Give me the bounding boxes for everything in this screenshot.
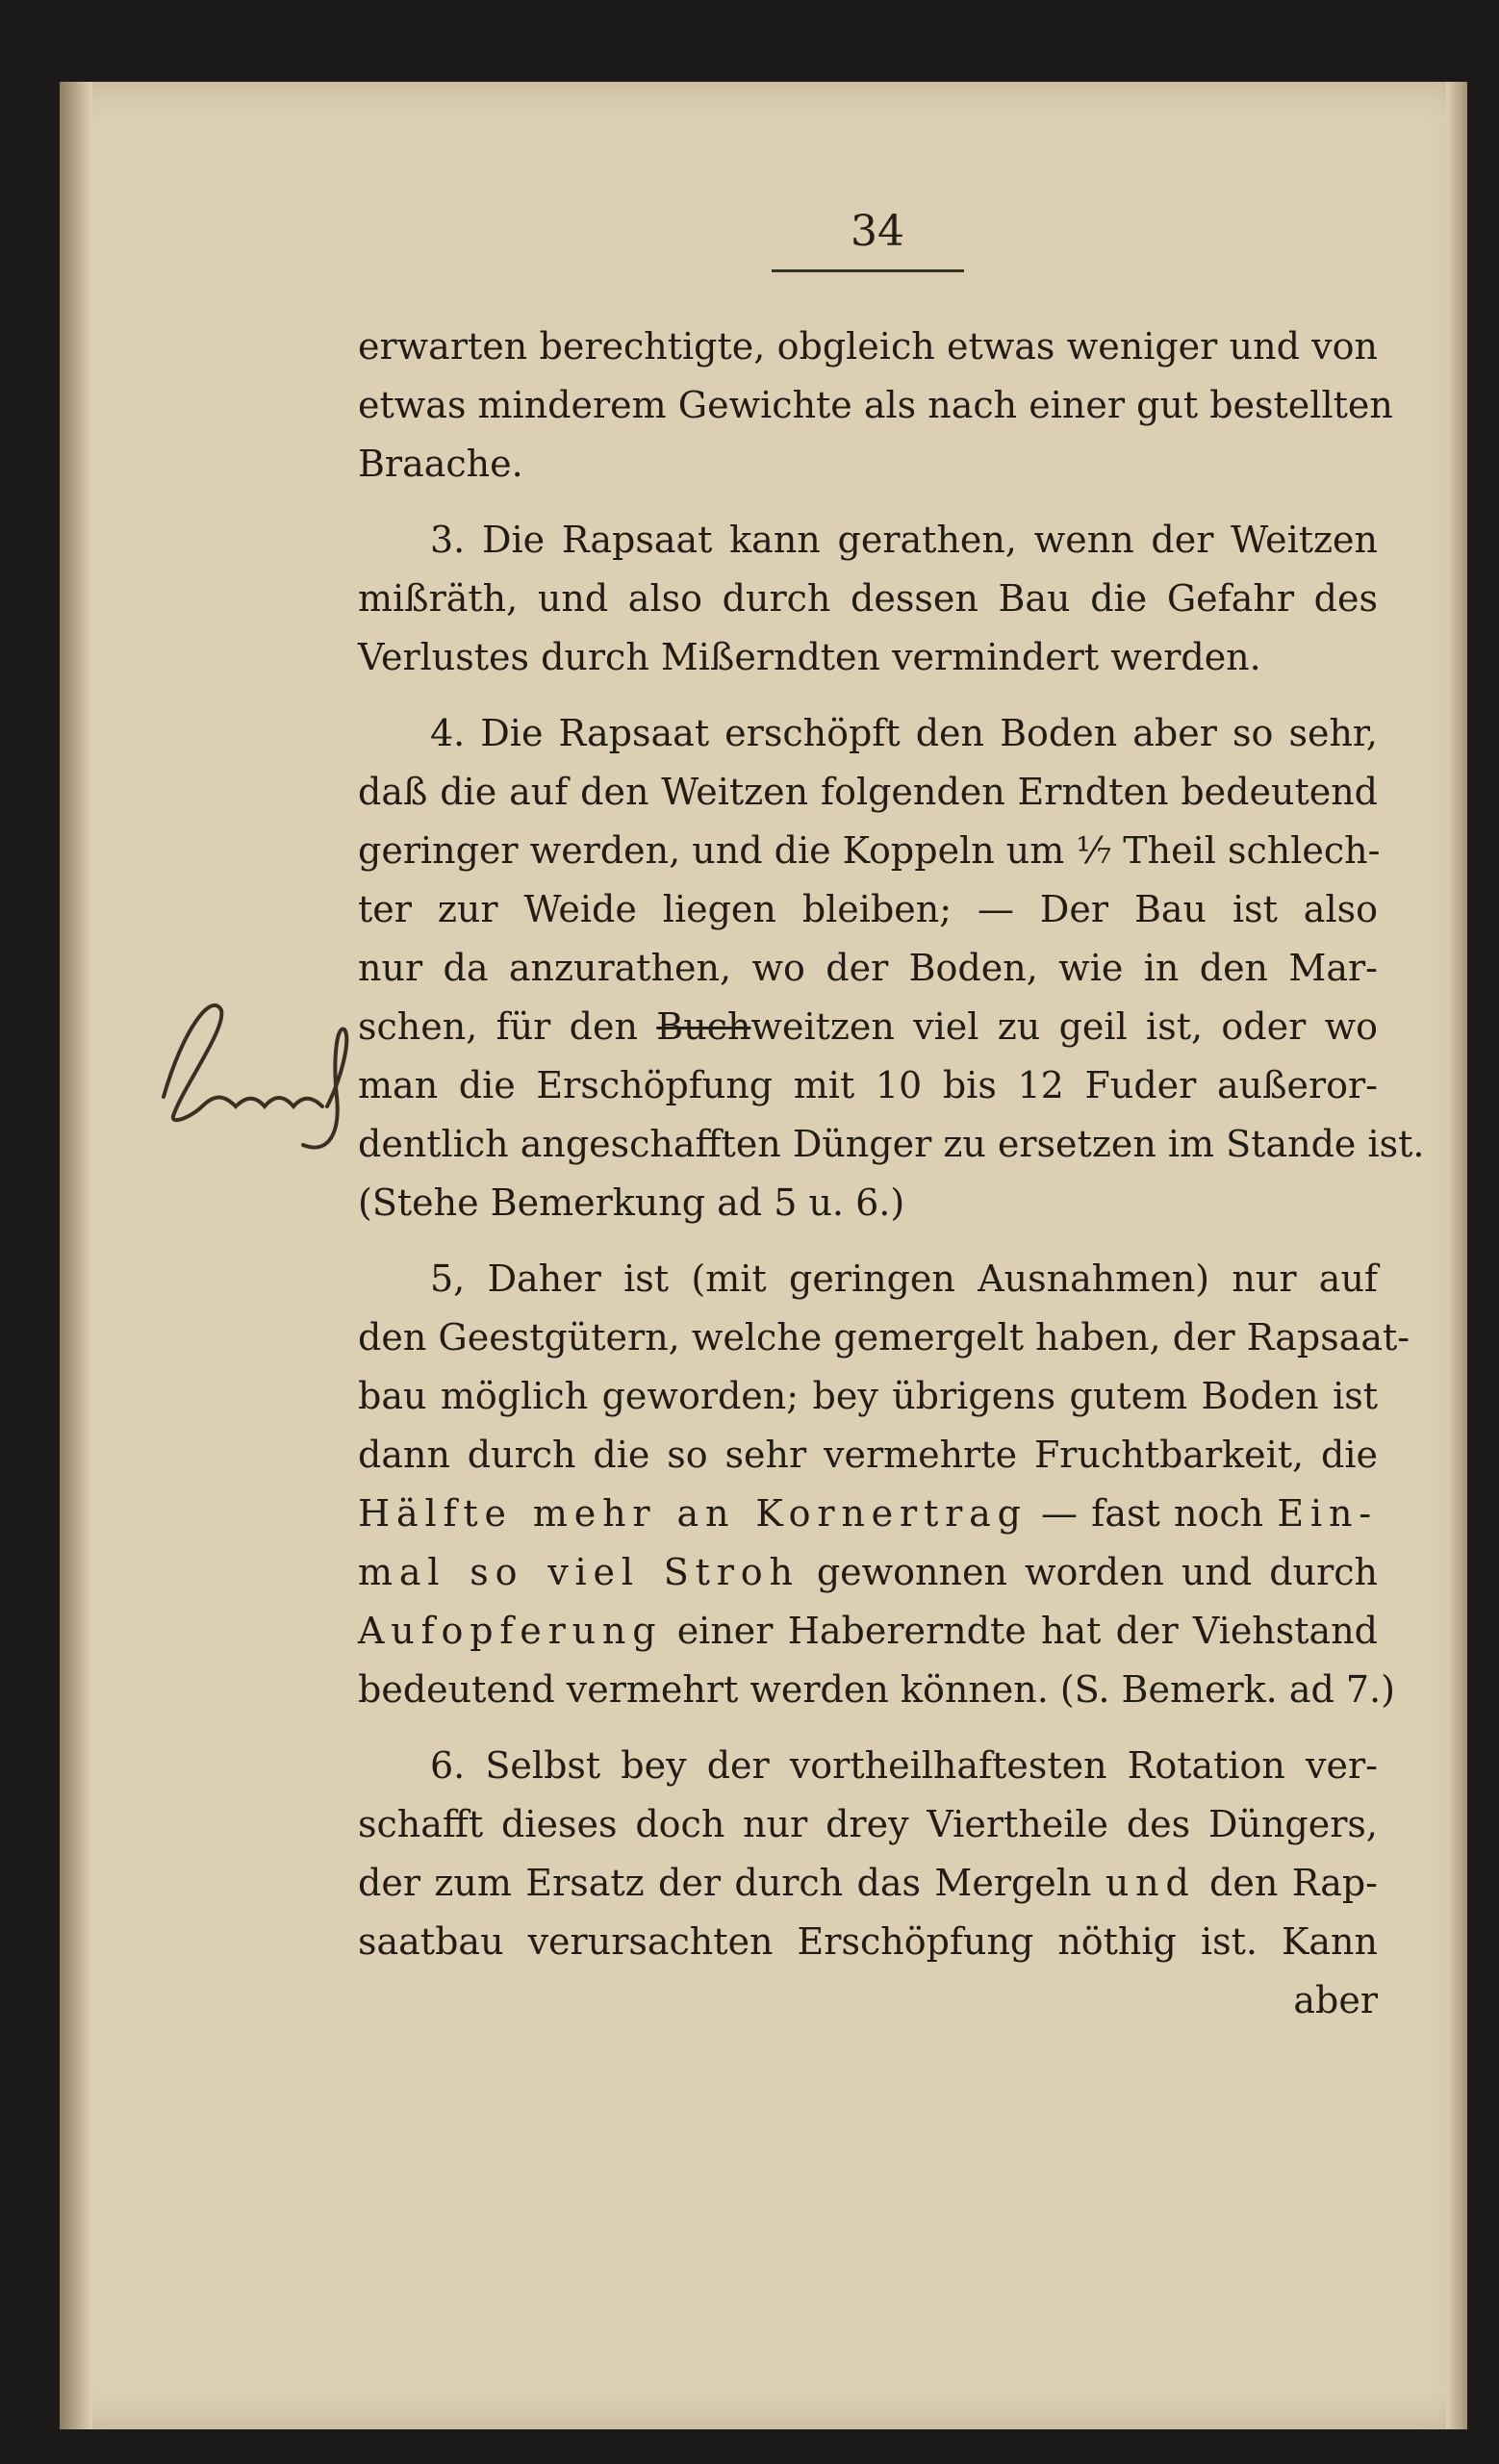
text-line: saatbau verursachten Erschöpfung nöthig ist. Kann	[358, 1920, 1378, 1963]
spaced-emphasis: Ein-	[1277, 1492, 1378, 1535]
spaced-emphasis: mal so viel Stroh	[358, 1551, 800, 1593]
struck-word: Buch	[656, 1005, 751, 1048]
text-line: den Geestgütern, welche gemergelt haben, der Rapsaat-	[358, 1316, 1410, 1359]
spaced-emphasis: Aufopferung	[358, 1610, 663, 1652]
text-line: bedeutend vermehrt werden können. (S. Bemerk. ad 7.)	[358, 1668, 1395, 1711]
paragraph-4	[358, 704, 1425, 1232]
text-line: 3. Die Rapsaat kann gerathen, wenn der Weitzen	[430, 519, 1378, 561]
text-line: schafft dieses doch nur drey Viertheile des Düngers,	[358, 1803, 1378, 1845]
text-line	[358, 1602, 1378, 1661]
text-line: (Stehe Bemerkung ad 5 u. 6.)	[358, 1181, 905, 1224]
text-line	[358, 1485, 1378, 1543]
text-line: 4. Die Rapsaat erschöpft den Boden aber so sehr,	[430, 712, 1378, 754]
text-fragment: den Rap-	[1195, 1862, 1379, 1904]
text-line: Verlustes durch Mißerndten vermindert werden.	[358, 636, 1261, 678]
paragraph-5	[358, 1250, 1410, 1719]
spaced-emphasis: Hälfte mehr an Kornertrag	[358, 1492, 1028, 1535]
text-fragment: weitzen viel zu geil ist, oder wo	[750, 1005, 1378, 1048]
paragraph-continuation	[358, 318, 1393, 494]
page-number-rule	[772, 269, 964, 272]
text-line: daß die auf den Weitzen folgenden Erndten bedeutend	[358, 771, 1378, 813]
text-line: ter zur Weide liegen bleiben; — Der Bau ist also	[358, 888, 1378, 930]
book-page	[60, 82, 1467, 2429]
text-fragment: schen, für den	[358, 1005, 657, 1048]
paragraph-3	[358, 511, 1378, 687]
catchword: aber	[1293, 1979, 1378, 2021]
page-edge-shadow	[1446, 82, 1467, 2429]
text-line: erwarten berechtigte, obgleich etwas weniger und von	[358, 325, 1378, 368]
page-number: 34	[851, 207, 904, 256]
text-line: nur da anzurathen, wo der Boden, wie in den Mar-	[358, 947, 1378, 989]
text-line: 6. Selbst bey der vortheilhaftesten Rotation ver-	[430, 1744, 1378, 1787]
text-line: dann durch die so sehr vermehrte Fruchtbarkeit, die	[358, 1434, 1378, 1476]
text-fragment: gewonnen worden und durch	[799, 1551, 1379, 1593]
text-line: mißräth, und also durch dessen Bau die Gefahr des	[358, 577, 1378, 620]
text-line: man die Erschöpfung mit 10 bis 12 Fuder außeror-	[358, 1064, 1378, 1106]
text-line: etwas minderem Gewichte als nach einer gut bestellten	[358, 384, 1393, 426]
page-gutter-shadow	[60, 82, 92, 2429]
text-line: 5, Daher ist (mit geringen Ausnahmen) nur auf	[430, 1257, 1378, 1300]
text-line	[358, 1543, 1378, 1602]
spaced-emphasis: und	[1105, 1862, 1196, 1904]
text-line: dentlich angeschafften Dünger zu ersetzen im Stande ist.	[358, 1123, 1425, 1165]
handwritten-margin-note	[144, 972, 375, 1164]
text-line: Braache.	[358, 443, 523, 485]
text-fragment: — fast noch	[1027, 1492, 1278, 1535]
text-fragment: der zum Ersatz der durch das Mergeln	[358, 1862, 1105, 1904]
text-line	[358, 1854, 1378, 1913]
text-line: geringer werden, und die Koppeln um ⅐ Theil schlech-	[358, 829, 1381, 872]
paragraph-6	[358, 1737, 1378, 2030]
text-line-with-strike	[358, 998, 1378, 1056]
text-fragment: einer Habererndte hat der Viehstand	[662, 1610, 1378, 1652]
body-text	[358, 318, 1425, 2030]
text-line: bau möglich geworden; bey übrigens gutem Boden ist	[358, 1375, 1378, 1417]
